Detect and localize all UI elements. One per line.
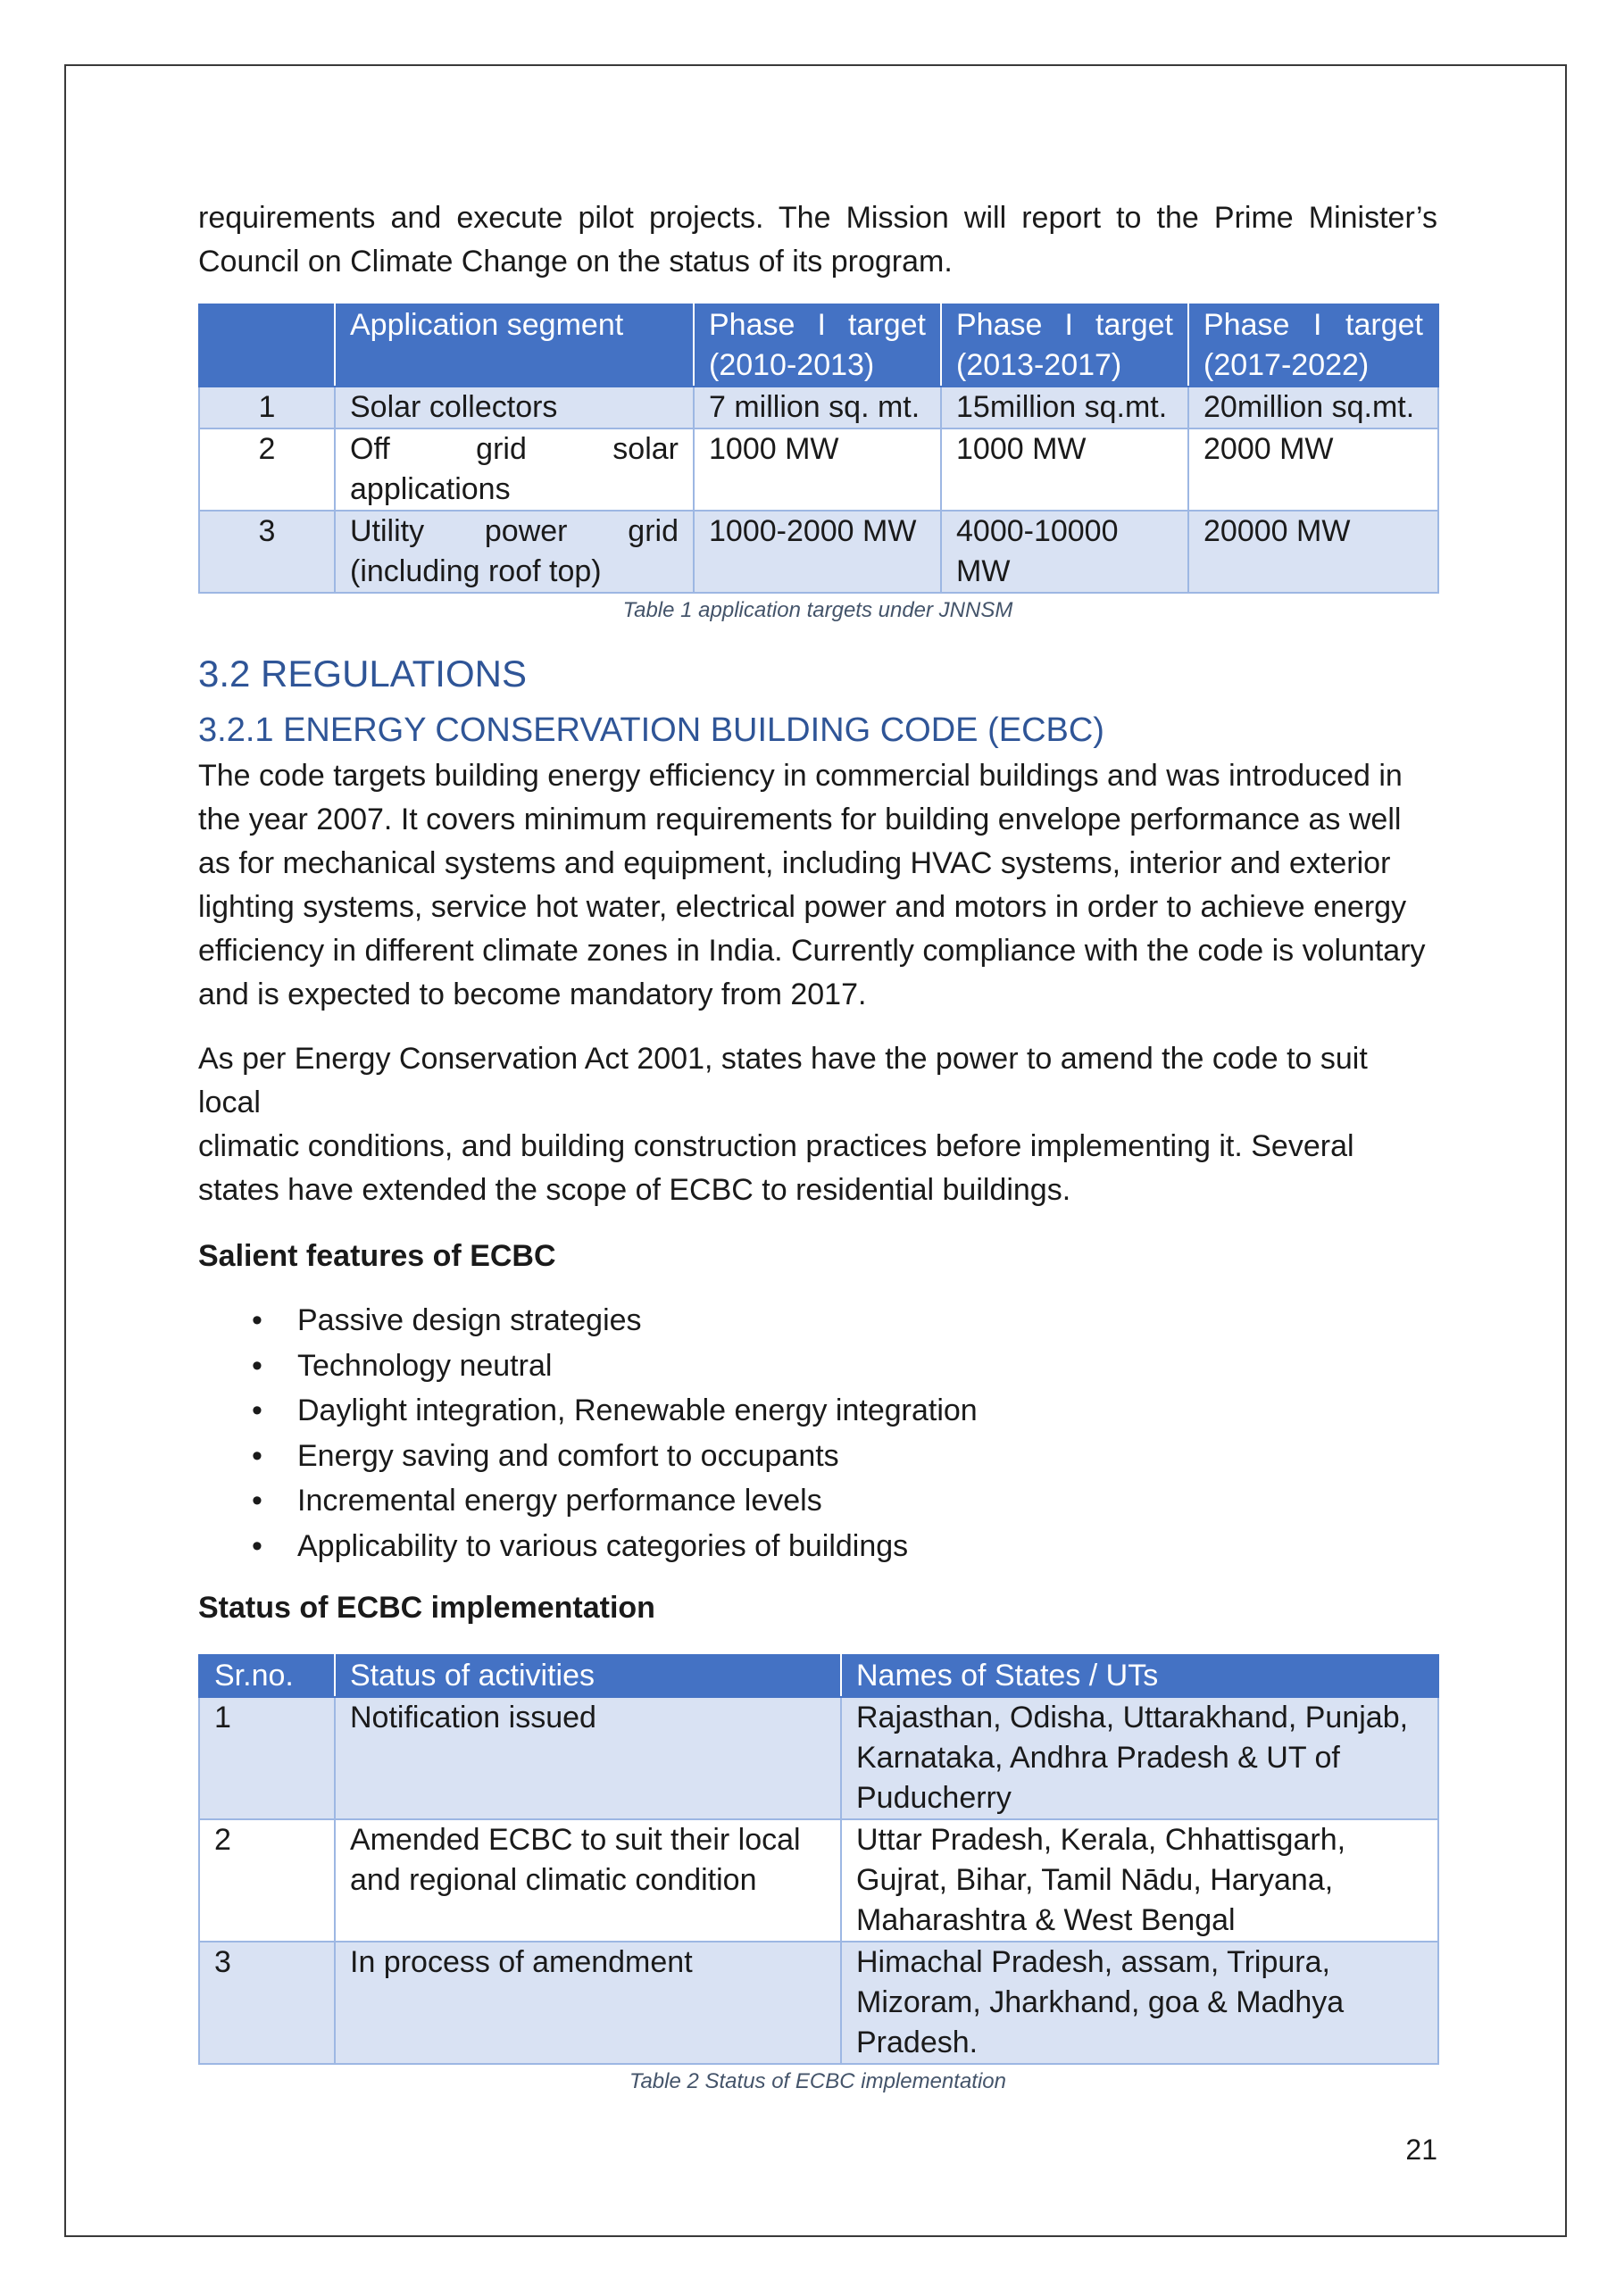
- page-content: [198, 196, 1437, 2097]
- table-header-cell: Application segment: [335, 304, 694, 387]
- table-cell: 3: [199, 1942, 335, 2064]
- table-cell: 4000-10000 MW: [941, 511, 1188, 593]
- table-cell: Notification issued: [335, 1697, 841, 1819]
- table-cell: 2: [199, 428, 335, 511]
- paragraph-line: and is expected to become mandatory from 2017.: [198, 977, 867, 1011]
- table-header-row: [199, 1655, 1438, 1697]
- table-header-row: [199, 304, 1438, 387]
- table-cell: Rajasthan, Odisha, Uttarakhand, Punjab, Karnataka, Andhra Pradesh & UT of Puducherry: [841, 1697, 1438, 1819]
- table-cell: Himachal Pradesh, assam, Tripura, Mizoram, Jharkhand, goa & Madhya Pradesh.: [841, 1942, 1438, 2064]
- paragraph-line: climatic conditions, and building construction practices before implementing it. Several: [198, 1129, 1354, 1163]
- table-cell: 2: [199, 1819, 335, 1942]
- table-cell: 20000 MW: [1188, 511, 1438, 593]
- features-list: [198, 1298, 1437, 1568]
- paragraph-line: lighting systems, service hot water, electrical power and motors in order to achieve energy: [198, 890, 1407, 924]
- list-item: • Energy saving and comfort to occupants: [198, 1434, 1437, 1479]
- bullet-icon: •: [252, 1348, 262, 1383]
- table-cell: 1000 MW: [941, 428, 1188, 511]
- features-title: Salient features of ECBC: [198, 1239, 556, 1273]
- bullet-icon: •: [252, 1528, 262, 1563]
- bullet-icon: •: [252, 1303, 262, 1337]
- subsection-heading: 3.2.1 ENERGY CONSERVATION BUILDING CODE (ECBC): [198, 711, 1104, 749]
- bullet-icon: •: [252, 1438, 262, 1473]
- paragraph-line: states have extended the scope of ECBC to residential buildings.: [198, 1173, 1071, 1207]
- table-row: [199, 1697, 1438, 1819]
- list-item: • Passive design strategies: [198, 1298, 1437, 1343]
- table-header-cell: [199, 304, 335, 387]
- paragraph-line: the year 2007. It covers minimum requirements for building envelope performance as well: [198, 803, 1402, 836]
- table-cell: 1000-2000 MW: [694, 511, 941, 593]
- paragraph-line: As per Energy Conservation Act 2001, states have the power to amend the code to suit local: [198, 1042, 1368, 1119]
- section-heading: 3.2 REGULATIONS: [198, 653, 527, 695]
- intro-line-2: Council on Climate Change on the status of its program.: [198, 245, 953, 279]
- table-header-cell: Phase I target (2010-2013): [694, 304, 941, 387]
- table-cell: 15million sq.mt.: [941, 387, 1188, 428]
- table-cell: Off grid solar applications: [335, 428, 694, 511]
- paragraph-line: The code targets building energy efficiency in commercial buildings and was introduced in: [198, 759, 1403, 793]
- table-row: [199, 387, 1438, 428]
- table-2-caption: Table 2 Status of ECBC implementation: [629, 2069, 1006, 2093]
- table-cell: 1: [199, 387, 335, 428]
- ecbc-paragraph-2: [198, 1037, 1437, 1212]
- table-1-caption: Table 1 application targets under JNNSM: [622, 598, 1013, 622]
- table-row: [199, 428, 1438, 511]
- table-cell: In process of amendment: [335, 1942, 841, 2064]
- table-row: [199, 1819, 1438, 1942]
- table-row: [199, 1942, 1438, 2064]
- paragraph-line: as for mechanical systems and equipment, including HVAC systems, interior and exterior: [198, 846, 1391, 880]
- table-header-cell: Status of activities: [335, 1655, 841, 1697]
- bullet-icon: •: [252, 1393, 262, 1427]
- table-cell: Solar collectors: [335, 387, 694, 428]
- table-header-cell: Names of States / UTs: [841, 1655, 1438, 1697]
- intro-line-1: requirements and execute pilot projects. The Mission will report to the Prime Minister’s: [198, 201, 1437, 235]
- table-cell: 7 million sq. mt.: [694, 387, 941, 428]
- list-item: • Daylight integration, Renewable energy integration: [198, 1388, 1437, 1434]
- bullet-icon: •: [252, 1484, 262, 1518]
- table-cell: 3: [199, 511, 335, 593]
- table-cell: 1000 MW: [694, 428, 941, 511]
- page-number: 21: [1405, 2134, 1437, 2166]
- table-cell: 2000 MW: [1188, 428, 1438, 511]
- jnnsm-targets-table: [198, 304, 1439, 594]
- ecbc-status-table: [198, 1654, 1439, 2065]
- table-row: [199, 511, 1438, 593]
- table-cell: Utility power grid (including roof top): [335, 511, 694, 593]
- list-item: • Technology neutral: [198, 1343, 1437, 1389]
- list-item: • Incremental energy performance levels: [198, 1478, 1437, 1524]
- table-header-cell: Phase I target (2017-2022): [1188, 304, 1438, 387]
- table-cell: Amended ECBC to suit their local and regional climatic condition: [335, 1819, 841, 1942]
- table-header-cell: Phase I target (2013-2017): [941, 304, 1188, 387]
- status-title: Status of ECBC implementation: [198, 1591, 655, 1625]
- table-header-cell: Sr.no.: [199, 1655, 335, 1697]
- table-cell: 1: [199, 1697, 335, 1819]
- table-cell: Uttar Pradesh, Kerala, Chhattisgarh, Gujrat, Bihar, Tamil Nādu, Haryana, Maharashtra & West Bengal: [841, 1819, 1438, 1942]
- list-item: • Applicability to various categories of buildings: [198, 1524, 1437, 1569]
- paragraph-line: efficiency in different climate zones in India. Currently compliance with the code is voluntary: [198, 934, 1426, 968]
- table-cell: 20million sq.mt.: [1188, 387, 1438, 428]
- ecbc-paragraph-1: [198, 754, 1437, 1017]
